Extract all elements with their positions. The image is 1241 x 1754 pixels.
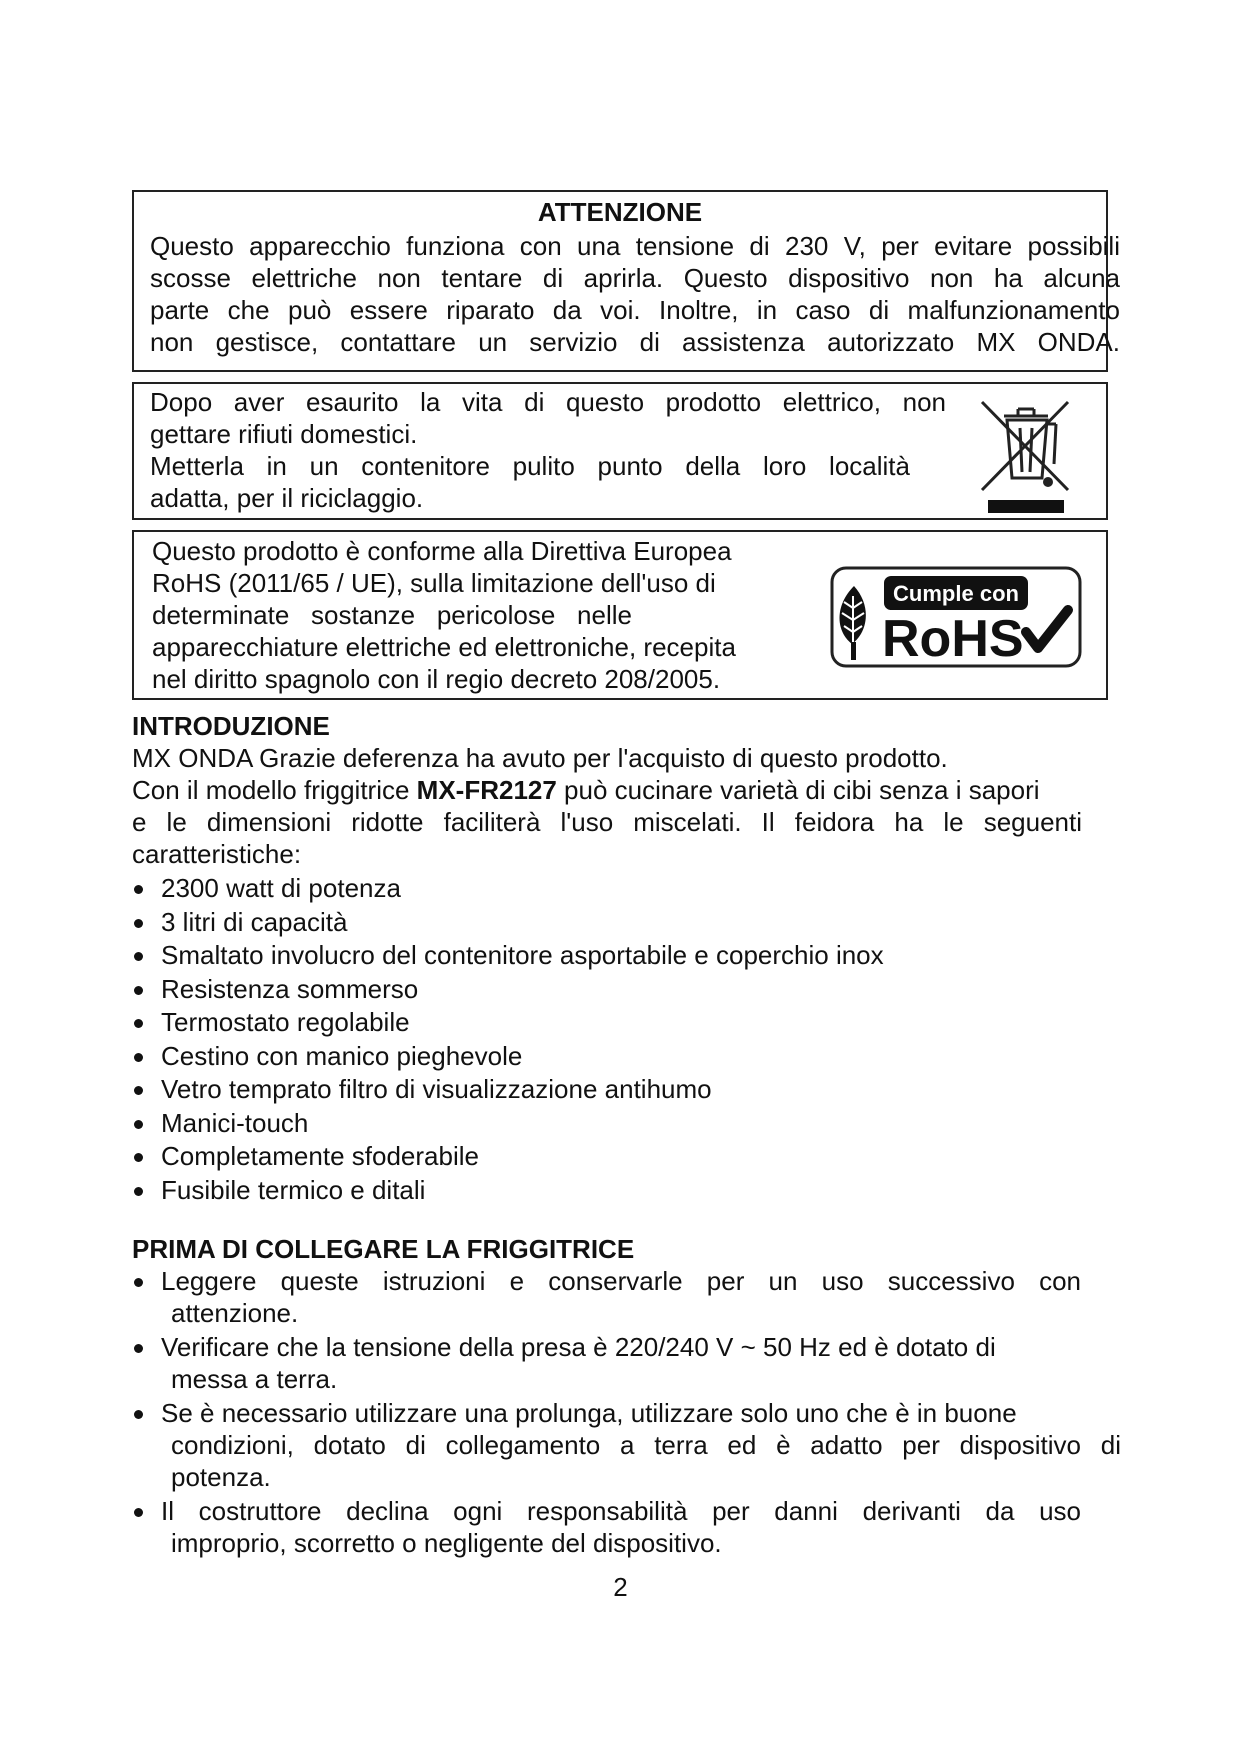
rohs-line: determinate sostanze pericolose nelle [152, 600, 632, 630]
rohs-text [152, 535, 780, 695]
disposal-box [132, 382, 1108, 520]
warning-line: scosse elettriche non tentare di aprirla. Questo dispositivo non ha alcuna [150, 263, 1120, 293]
feature-item: 2300 watt di potenza [132, 872, 1122, 906]
crossed-out-wheelie-bin-icon [974, 394, 1078, 514]
warning-box [132, 190, 1120, 372]
disposal-line: Dopo aver esaurito la vita di questo prodotto elettrico, non [150, 387, 946, 417]
feature-item: Fusibile termico e ditali [132, 1174, 1122, 1208]
model-number: MX-FR2127 [416, 775, 557, 805]
feature-item: Manici-touch [132, 1107, 1122, 1141]
rohs-line: nel diritto spagnolo con il regio decreto 208/2005. [152, 664, 721, 694]
warning-text [150, 230, 1120, 358]
warning-line: parte che può essere riparato da voi. Inoltre, in caso di malfunzionamento [150, 295, 1120, 325]
intro-section [132, 710, 1122, 1207]
instruction-item [132, 1331, 1122, 1395]
feature-item: Resistenza sommerso [132, 973, 1122, 1007]
intro-text [132, 742, 1122, 870]
intro-heading: INTRODUZIONE [132, 711, 330, 741]
feature-item: Smaltato involucro del contenitore asportabile e coperchio inox [132, 939, 1122, 973]
instruction-item [132, 1265, 1122, 1329]
disposal-line: gettare rifiuti domestici. [150, 419, 418, 449]
disposal-line: Metterla in un contenitore pulito punto della loro località [150, 451, 910, 481]
before-heading: PRIMA DI COLLEGARE LA FRIGGITRICE [132, 1234, 635, 1264]
intro-line: caratteristiche: [132, 839, 302, 869]
page-number: 2 [613, 1572, 628, 1602]
warning-title: ATTENZIONE [537, 197, 703, 227]
instruction-continuation: potenza. [171, 1462, 271, 1492]
intro-line [132, 774, 1122, 806]
feature-item: Vetro temprato filtro di visualizzazione antihumo [132, 1073, 1122, 1107]
rohs-logo-main-text: RoHS [882, 610, 1024, 668]
warning-line: Questo apparecchio funziona con una tensione di 230 V, per evitare possibili [150, 231, 1120, 261]
intro-line-post: può cucinare varietà di cibi senza i sapori [556, 775, 1040, 805]
instruction-continuation: improprio, scorretto o negligente del dispositivo. [171, 1528, 722, 1558]
before-connecting-section [132, 1233, 1122, 1561]
instruction-text: Il costruttore declina ogni responsabilità per danni derivanti da uso [161, 1496, 1081, 1526]
rohs-line: Questo prodotto è conforme alla Direttiva Europea [152, 536, 732, 566]
disposal-line: adatta, per il riciclaggio. [150, 483, 424, 513]
instruction-text: Verificare che la tensione della presa è 220/240 V ~ 50 Hz ed è dotato di [161, 1332, 996, 1362]
rohs-box [132, 530, 1108, 700]
instruction-continuation: messa a terra. [171, 1364, 338, 1394]
rohs-line: apparecchiature elettriche ed elettroniche, recepita [152, 632, 736, 662]
instruction-text: Leggere queste istruzioni e conservarle per un uso successivo con [161, 1266, 1081, 1296]
rohs-compliance-logo [830, 566, 1082, 668]
instruction-item [132, 1495, 1122, 1559]
intro-line: e le dimensioni ridotte faciliterà l'uso miscelati. Il feidora ha le seguenti [132, 807, 1082, 837]
instruction-text: Se è necessario utilizzare una prolunga, utilizzare solo uno che è in buone [161, 1398, 1017, 1428]
instruction-item [132, 1397, 1122, 1493]
rohs-logo-top-text: Cumple con [893, 581, 1019, 606]
instruction-continuation: attenzione. [171, 1298, 299, 1328]
instructions-list [132, 1265, 1122, 1559]
disposal-text [150, 386, 946, 514]
intro-line-pre: Con il modello friggitrice [132, 775, 417, 805]
feature-item: Completamente sfoderabile [132, 1140, 1122, 1174]
intro-line: MX ONDA Grazie deferenza ha avuto per l'acquisto di questo prodotto. [132, 743, 948, 773]
feature-item: Cestino con manico pieghevole [132, 1040, 1122, 1074]
warning-line: non gestisce, contattare un servizio di assistenza autorizzato MX ONDA. [150, 327, 1120, 357]
feature-item: 3 litri di capacità [132, 906, 1122, 940]
rohs-line: RoHS (2011/65 / UE), sulla limitazione dell'uso di [152, 568, 716, 598]
feature-item: Termostato regolabile [132, 1006, 1122, 1040]
features-list [132, 872, 1122, 1207]
instruction-continuation: condizioni, dotato di collegamento a terra ed è adatto per dispositivo di [171, 1430, 1121, 1460]
